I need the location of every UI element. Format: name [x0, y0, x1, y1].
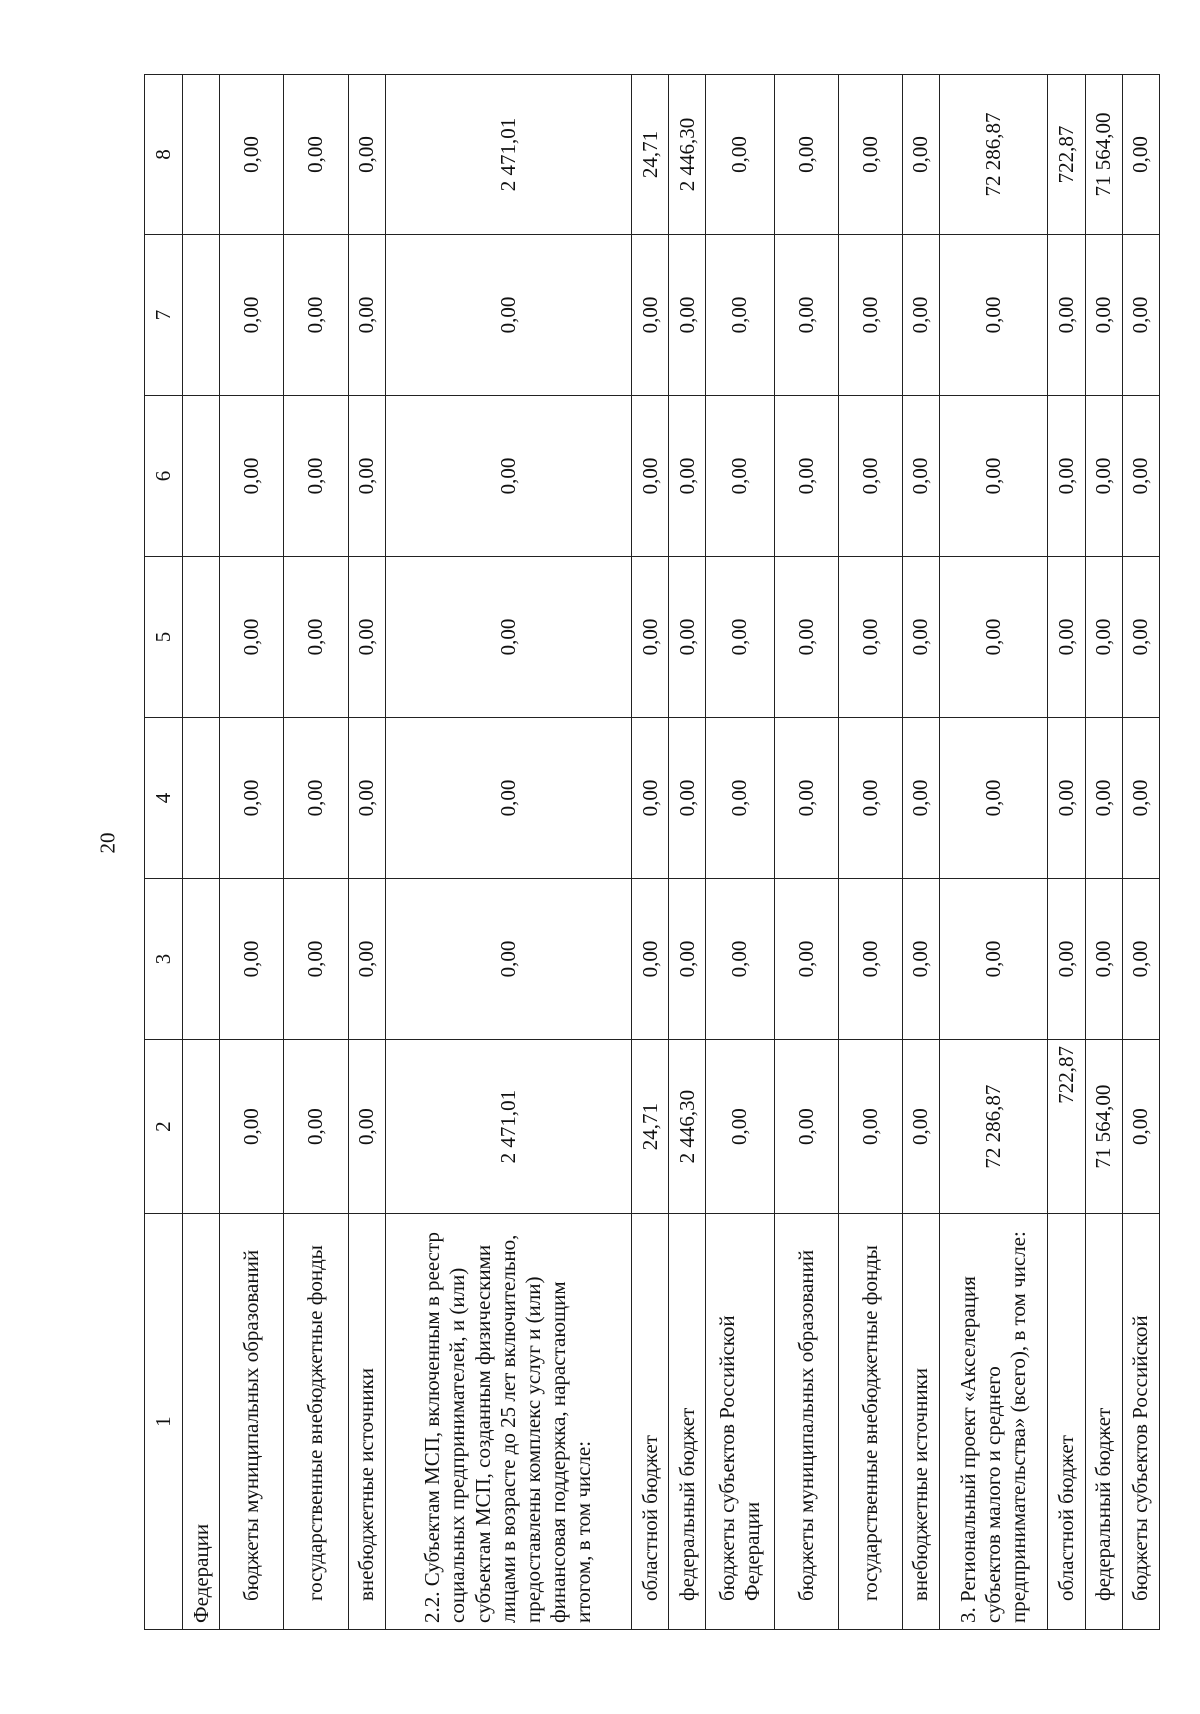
table-row: [902, 75, 939, 1630]
value-cell: 0,00: [902, 75, 939, 235]
value-cell: [183, 396, 220, 557]
row-label: федеральный бюджет: [1085, 1214, 1122, 1630]
value-cell: 722,87: [1048, 1040, 1085, 1214]
row-label: государственные внебюджетные фонды: [284, 1214, 348, 1630]
value-cell: 0,00: [706, 557, 774, 718]
value-cell: 2 446,30: [669, 1040, 706, 1214]
column-header: 7: [145, 235, 183, 396]
row-label: областной бюджет: [632, 1214, 669, 1630]
value-cell: 0,00: [774, 718, 838, 879]
table-row: [348, 75, 385, 1630]
value-cell: 0,00: [669, 718, 706, 879]
value-cell: [183, 557, 220, 718]
value-cell: 0,00: [669, 879, 706, 1040]
value-cell: 0,00: [1122, 1040, 1159, 1214]
value-cell: 0,00: [1048, 557, 1085, 718]
value-cell: 0,00: [1085, 235, 1122, 396]
table-row: [1085, 75, 1122, 1630]
value-cell: 0,00: [220, 1040, 284, 1214]
value-cell: 0,00: [774, 235, 838, 396]
value-cell: 0,00: [1122, 718, 1159, 879]
value-cell: [183, 1040, 220, 1214]
value-cell: 0,00: [385, 718, 631, 879]
value-cell: 2 471,01: [385, 1040, 631, 1214]
value-cell: 0,00: [774, 879, 838, 1040]
budget-table-body: [145, 75, 1160, 1630]
value-cell: 0,00: [902, 396, 939, 557]
value-cell: 0,00: [902, 1040, 939, 1214]
value-cell: 0,00: [632, 396, 669, 557]
value-cell: 0,00: [385, 879, 631, 1040]
value-cell: 0,00: [348, 718, 385, 879]
value-cell: 0,00: [284, 75, 348, 235]
table-row: [774, 75, 838, 1630]
value-cell: 0,00: [706, 396, 774, 557]
value-cell: 0,00: [939, 396, 1047, 557]
value-cell: 0,00: [284, 235, 348, 396]
value-cell: 0,00: [220, 718, 284, 879]
value-cell: 2 446,30: [669, 75, 706, 235]
value-cell: 0,00: [774, 557, 838, 718]
value-cell: 0,00: [220, 396, 284, 557]
value-cell: 0,00: [706, 75, 774, 235]
value-cell: 0,00: [348, 75, 385, 235]
value-cell: 0,00: [706, 235, 774, 396]
value-cell: 0,00: [1122, 75, 1159, 235]
value-cell: 71 564,00: [1085, 75, 1122, 235]
value-cell: [183, 235, 220, 396]
value-cell: 0,00: [902, 557, 939, 718]
value-cell: 0,00: [632, 718, 669, 879]
value-cell: 0,00: [632, 235, 669, 396]
row-label: государственные внебюджетные фонды: [838, 1214, 902, 1630]
value-cell: 0,00: [284, 718, 348, 879]
value-cell: 0,00: [669, 235, 706, 396]
value-cell: 0,00: [348, 1040, 385, 1214]
value-cell: 0,00: [1085, 718, 1122, 879]
value-cell: 0,00: [838, 235, 902, 396]
row-label: 3. Региональный проект «Акселерация субъектов малого и среднего предпринимательства» (всего), в том числе:: [939, 1214, 1047, 1630]
table-row: [220, 75, 284, 1630]
value-cell: 0,00: [669, 557, 706, 718]
value-cell: 0,00: [838, 879, 902, 1040]
value-cell: 0,00: [774, 396, 838, 557]
row-label: федеральный бюджет: [669, 1214, 706, 1630]
budget-table: [144, 74, 1160, 1630]
row-label: внебюджетные источники: [348, 1214, 385, 1630]
value-cell: 0,00: [1085, 879, 1122, 1040]
value-cell: 0,00: [939, 557, 1047, 718]
value-cell: 0,00: [1048, 235, 1085, 396]
value-cell: 0,00: [1048, 718, 1085, 879]
value-cell: 2 471,01: [385, 75, 631, 235]
value-cell: 0,00: [1122, 879, 1159, 1040]
value-cell: 0,00: [669, 396, 706, 557]
column-header: 2: [145, 1040, 183, 1214]
value-cell: 0,00: [939, 235, 1047, 396]
value-cell: 0,00: [348, 396, 385, 557]
rotated-table-container: [144, 74, 1160, 1630]
value-cell: 71 564,00: [1085, 1040, 1122, 1214]
row-label: бюджеты муниципальных образований: [774, 1214, 838, 1630]
value-cell: 0,00: [774, 1040, 838, 1214]
table-row: [939, 75, 1047, 1630]
value-cell: 0,00: [1048, 879, 1085, 1040]
column-header: 3: [145, 879, 183, 1040]
value-cell: 0,00: [632, 879, 669, 1040]
column-header: 4: [145, 718, 183, 879]
value-cell: 0,00: [1085, 396, 1122, 557]
value-cell: [183, 75, 220, 235]
value-cell: 0,00: [838, 75, 902, 235]
row-label: Федерации: [183, 1214, 220, 1630]
value-cell: 0,00: [220, 879, 284, 1040]
value-cell: 0,00: [220, 557, 284, 718]
value-cell: 0,00: [348, 879, 385, 1040]
table-row: [632, 75, 669, 1630]
table-row: [706, 75, 774, 1630]
value-cell: 0,00: [706, 718, 774, 879]
value-cell: 0,00: [902, 879, 939, 1040]
value-cell: 0,00: [1122, 557, 1159, 718]
table-row: [838, 75, 902, 1630]
row-label: областной бюджет: [1048, 1214, 1085, 1630]
value-cell: 0,00: [838, 1040, 902, 1214]
value-cell: 0,00: [706, 879, 774, 1040]
value-cell: 24,71: [632, 75, 669, 235]
value-cell: 0,00: [348, 235, 385, 396]
value-cell: 72 286,87: [939, 1040, 1047, 1214]
value-cell: 0,00: [284, 557, 348, 718]
value-cell: 0,00: [1048, 396, 1085, 557]
row-label: бюджеты муниципальных образований: [220, 1214, 284, 1630]
table-row: [1122, 75, 1159, 1630]
column-header: 6: [145, 396, 183, 557]
row-label: бюджеты субъектов Российской Федерации: [706, 1214, 774, 1630]
page-number: 20: [95, 832, 120, 854]
value-cell: 0,00: [284, 396, 348, 557]
value-cell: 72 286,87: [939, 75, 1047, 235]
value-cell: 0,00: [902, 235, 939, 396]
value-cell: 0,00: [939, 718, 1047, 879]
value-cell: 0,00: [1122, 396, 1159, 557]
value-cell: 0,00: [1122, 235, 1159, 396]
table-row: [385, 75, 631, 1630]
column-header: 1: [145, 1214, 183, 1630]
value-cell: 0,00: [838, 718, 902, 879]
value-cell: [183, 718, 220, 879]
value-cell: 24,71: [632, 1040, 669, 1214]
value-cell: 0,00: [348, 557, 385, 718]
value-cell: 0,00: [706, 1040, 774, 1214]
row-label: бюджеты субъектов Российской: [1122, 1214, 1159, 1630]
value-cell: 0,00: [220, 235, 284, 396]
value-cell: 0,00: [1085, 557, 1122, 718]
column-header: 8: [145, 75, 183, 235]
table-row: [669, 75, 706, 1630]
value-cell: 0,00: [838, 557, 902, 718]
row-label: 2.2. Субъектам МСП, включенным в реестр социальных предпринимателей, и (или) субъектам МСП, созданным физическими лицами в возрасте до 25 лет включительно, предоставлены комплекс услуг и (или) финансовая поддержка, нарастающим итогом, в том числе:: [385, 1214, 631, 1630]
value-cell: 0,00: [284, 1040, 348, 1214]
value-cell: 0,00: [284, 879, 348, 1040]
value-cell: 0,00: [632, 557, 669, 718]
value-cell: [183, 879, 220, 1040]
table-row: [284, 75, 348, 1630]
value-cell: 0,00: [774, 75, 838, 235]
table-row: [183, 75, 220, 1630]
value-cell: 722,87: [1048, 75, 1085, 235]
header-row: [145, 75, 183, 1630]
value-cell: 0,00: [902, 718, 939, 879]
table-row: [1048, 75, 1085, 1630]
value-cell: 0,00: [385, 557, 631, 718]
value-cell: 0,00: [939, 879, 1047, 1040]
value-cell: 0,00: [385, 235, 631, 396]
value-cell: 0,00: [385, 396, 631, 557]
value-cell: 0,00: [220, 75, 284, 235]
column-header: 5: [145, 557, 183, 718]
row-label: внебюджетные источники: [902, 1214, 939, 1630]
value-cell: 0,00: [838, 396, 902, 557]
